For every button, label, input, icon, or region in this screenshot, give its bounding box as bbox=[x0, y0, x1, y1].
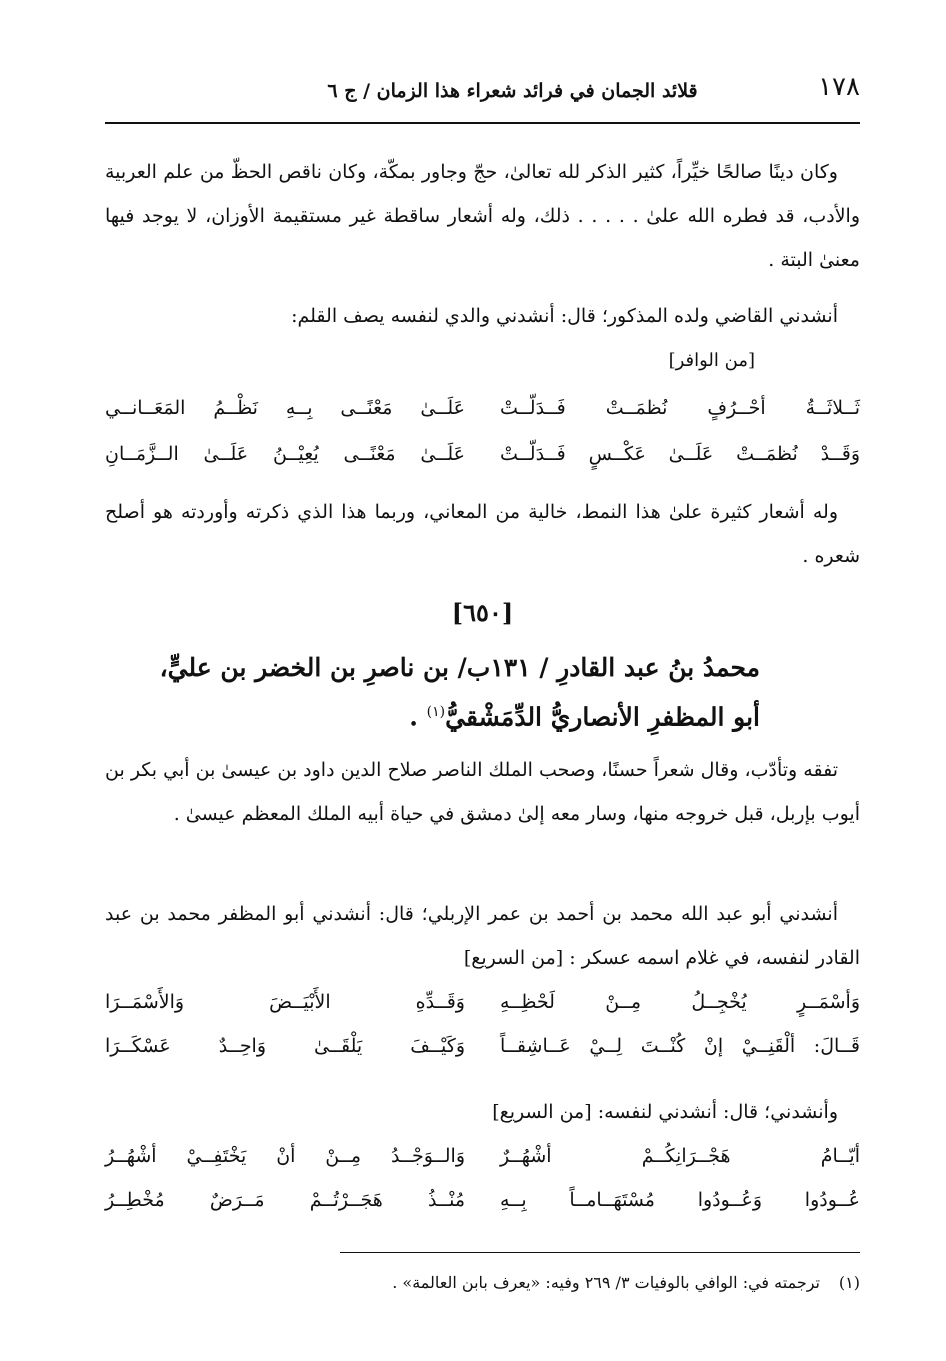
recitation-3-text: وأنشدني؛ قال: أنشدني لنفسه: bbox=[597, 1101, 838, 1123]
meter-label-3: [من السريع] bbox=[492, 1101, 592, 1123]
recitation-2 bbox=[105, 892, 860, 980]
verse-left-hemistich: وَكَيْــفَ يَلْقَــىٰ وَاحِــدٌ عَسْكَــرَا bbox=[105, 1035, 465, 1057]
footnote-mark: (١) bbox=[838, 1273, 860, 1292]
footnote-text: ترجمته في: الوافي بالوفيات ٣/ ٢٦٩ وفيه: «يعرف بابن العالمة» . bbox=[392, 1273, 820, 1292]
entry-number: [٦٥٠] bbox=[451, 598, 514, 627]
verse-right-hemistich: وَقَــدْ نُظمَــتْ عَلَــىٰ عَكْــسٍ فَــدَلّــتْ bbox=[500, 443, 860, 465]
poem-3-verse bbox=[105, 1178, 860, 1222]
closing-paragraph bbox=[105, 490, 860, 578]
recitation-1-text: أنشدني القاضي ولده المذكور؛ قال: أنشدني والدي لنفسه يصف القلم: bbox=[291, 305, 838, 327]
poem-1-verse bbox=[105, 432, 860, 476]
verse-left-hemistich: مُنْــذُ هَجَــرْتُــمْ مَــرَضٌ مُخْطِــرُ bbox=[105, 1189, 465, 1211]
header-rule bbox=[105, 122, 860, 124]
verse-right-hemistich: قَــالَ: ألْقَنِــيْ إنْ كُنْــتَ لِــيْ عَــاشِقــاً bbox=[500, 1035, 860, 1057]
verse-right-hemistich: وَأسْمَــرٍ يُخْجِــلُ مِــنْ لَحْظِــهِ bbox=[500, 991, 860, 1013]
verse-right-hemistich: عُــودُوا وَعُــودُوا مُسْتَهَــامــاً بِــهِ bbox=[500, 1189, 860, 1211]
entry-title-line-2 bbox=[105, 690, 860, 739]
verse-left-hemistich: وَالــوَجْــدُ مِــنْ أنْ يَخْتَفِــيْ أشْهُــرُ bbox=[105, 1145, 465, 1167]
poem-2-verse bbox=[105, 1024, 860, 1068]
verse-left-hemistich: وَقَــدِّهِ الأَبْيَــضَ وَالأَسْمَــرَا bbox=[105, 991, 465, 1013]
bio-paragraph-text: تفقه وتأدّب، وقال شعراً حسنًا، وصحب الملك الناصر صلاح الدين داود بن عيسىٰ بن أبي بكر بن أيوب بإربل، قبل خروجه منها، وسار معه إلىٰ دمشق في حياة أبيه الملك المعظم عيسىٰ . bbox=[105, 759, 860, 825]
entry-title-end: . bbox=[409, 702, 427, 732]
recitation-2-text: أنشدني أبو عبد الله محمد بن أحمد بن عمر الإربلي؛ قال: أنشدني أبو المظفر محمد بن عبد القادر لنفسه، في غلام اسمه عسكر : [من السريع] bbox=[105, 903, 860, 969]
poem-3-verse bbox=[105, 1134, 860, 1178]
poem-2-verse bbox=[105, 980, 860, 1024]
verse-left-hemistich: عَلَــىٰ مَعْنًــى بِــهِ نَظْــمُ المَعَــانــي bbox=[105, 397, 465, 419]
intro-paragraph-text: وكان دينًا صالحًا خيِّراً، كثير الذكر لله تعالىٰ، حجّ وجاور بمكّة، وكان ناقص الحظّ من علم العربية والأدب، قد فطره الله علىٰ . . . . . ذلك، وله أشعار ساقطة غير مستقيمة الأوزان، لا يوجد فيها معنىٰ البتة . bbox=[105, 161, 860, 271]
footnote-rule bbox=[340, 1252, 860, 1253]
verse-right-hemistich: أيّــامُ هَجْــرَانِكُــمْ أشْهُــرٌ bbox=[500, 1145, 860, 1167]
recitation-3 bbox=[105, 1090, 860, 1134]
poem-1-verse bbox=[105, 386, 860, 430]
footnote-reference[interactable]: (١) bbox=[426, 704, 446, 720]
meter-label-1: [من الوافر] bbox=[668, 350, 755, 371]
verse-right-hemistich: ثَــلاثَــةُ أحْــرُفٍ نُظمَــتْ فَــدَلّــتْ bbox=[500, 397, 860, 419]
recitation-1 bbox=[105, 294, 860, 338]
page-header bbox=[105, 70, 860, 114]
verse-left-hemistich: عَلَــىٰ مَعْنًــى يُعِيْــنُ عَلَــىٰ الــزَّمَــانِ bbox=[105, 443, 465, 465]
closing-paragraph-text: وله أشعار كثيرة علىٰ هذا النمط، خالية من المعاني، وربما هذا الذي ذكرته وأوردته هو أصلح شعره . bbox=[105, 501, 860, 567]
page-number: ١٧٨ bbox=[818, 72, 860, 102]
entry-title-line-1: محمدُ بنُ عبد القادرِ / ١٣١ب/ بن ناصرِ بن الخضر بن عليٍّ، bbox=[159, 653, 760, 682]
bio-paragraph bbox=[105, 748, 860, 836]
entry-title-text: أبو المظفرِ الأنصاريُّ الدِّمَشْقيُّ bbox=[445, 702, 760, 732]
footnote bbox=[105, 1268, 860, 1298]
intro-paragraph bbox=[105, 150, 860, 282]
running-title: قلائد الجمان في فرائد شعراء هذا الزمان / ج ٦ bbox=[327, 80, 698, 102]
